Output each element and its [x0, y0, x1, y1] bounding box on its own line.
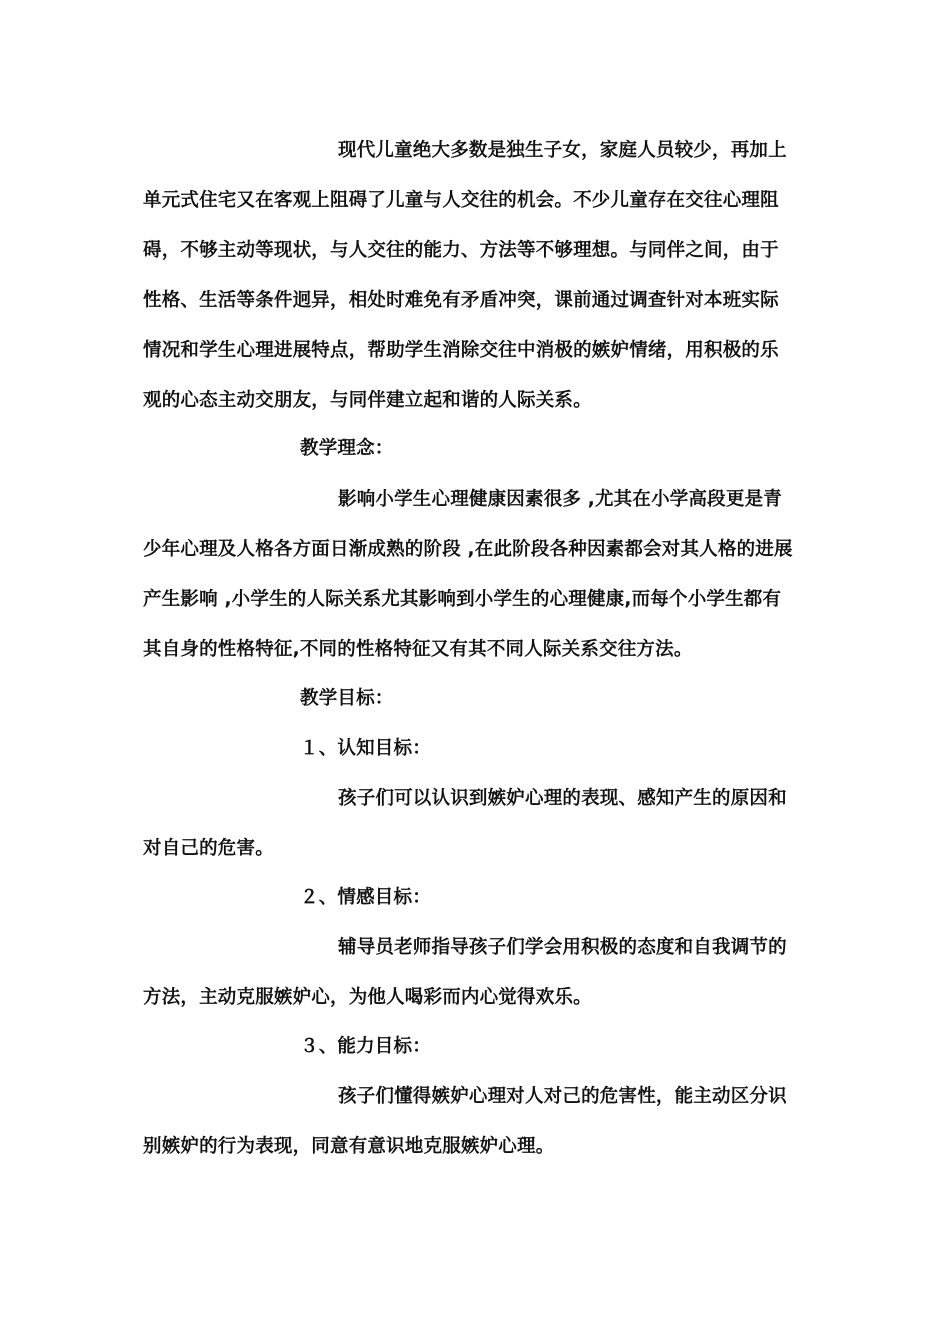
- paragraph-line: 辅导员老师指导孩子们学会用积极的态度和自我调节的: [338, 937, 787, 958]
- paragraph-line: 少年心理及人格各方面日渐成熟的阶段 ,在此阶段各种因素都会对其人格的进展: [143, 539, 793, 560]
- section-heading-philosophy: 教学理念：: [300, 438, 394, 459]
- paragraph-line: 现代儿童绝大多数是独生子女，家庭人员较少，再加上: [338, 140, 787, 161]
- paragraph-line: 单元式住宅又在客观上阻碍了儿童与人交往的机会。不少儿童存在交往心理阻: [143, 190, 779, 211]
- paragraph-line: 方法，主动克服嫉妒心，为他人喝彩而内心觉得欢乐。: [143, 987, 592, 1008]
- paragraph-line: 性格、生活等条件迥异，相处时难免有矛盾冲突，课前通过调查针对本班实际: [143, 290, 779, 311]
- paragraph-line: 影响小学生心理健康因素很多 ,尤其在小学高段更是青: [338, 489, 782, 510]
- paragraph-line: 观的心态主动交朋友，与同伴建立起和谐的人际关系。: [143, 390, 592, 411]
- paragraph-line: 别嫉妒的行为表现，同意有意识地克服嫉妒心理。: [143, 1136, 555, 1157]
- objective-heading-cognitive: １、认知目标：: [300, 738, 431, 759]
- paragraph-line: 产生影响 ,小学生的人际关系尤其影响到小学生的心理健康,而每个小学生都有: [143, 589, 782, 610]
- paragraph-line: 对自己的危害。: [143, 838, 274, 859]
- paragraph-line: 情况和学生心理进展特点，帮助学生消除交往中消极的嫉妒情绪，用积极的乐: [143, 340, 779, 361]
- paragraph-line: 其自身的性格特征,不同的性格特征又有其不同人际关系交往方法。: [143, 639, 693, 660]
- section-heading-objectives: 教学目标：: [300, 688, 394, 709]
- objective-heading-ability: ３、能力目标：: [300, 1036, 431, 1057]
- paragraph-line: 孩子们可以认识到嫉妒心理的表现、感知产生的原因和: [338, 788, 787, 809]
- paragraph-line: 孩子们懂得嫉妒心理对人对己的危害性，能主动区分识: [338, 1086, 787, 1107]
- objective-heading-emotional: ２、情感目标：: [300, 887, 431, 908]
- paragraph-line: 碍，不够主动等现状，与人交往的能力、方法等不够理想。与同伴之间，由于: [143, 240, 779, 261]
